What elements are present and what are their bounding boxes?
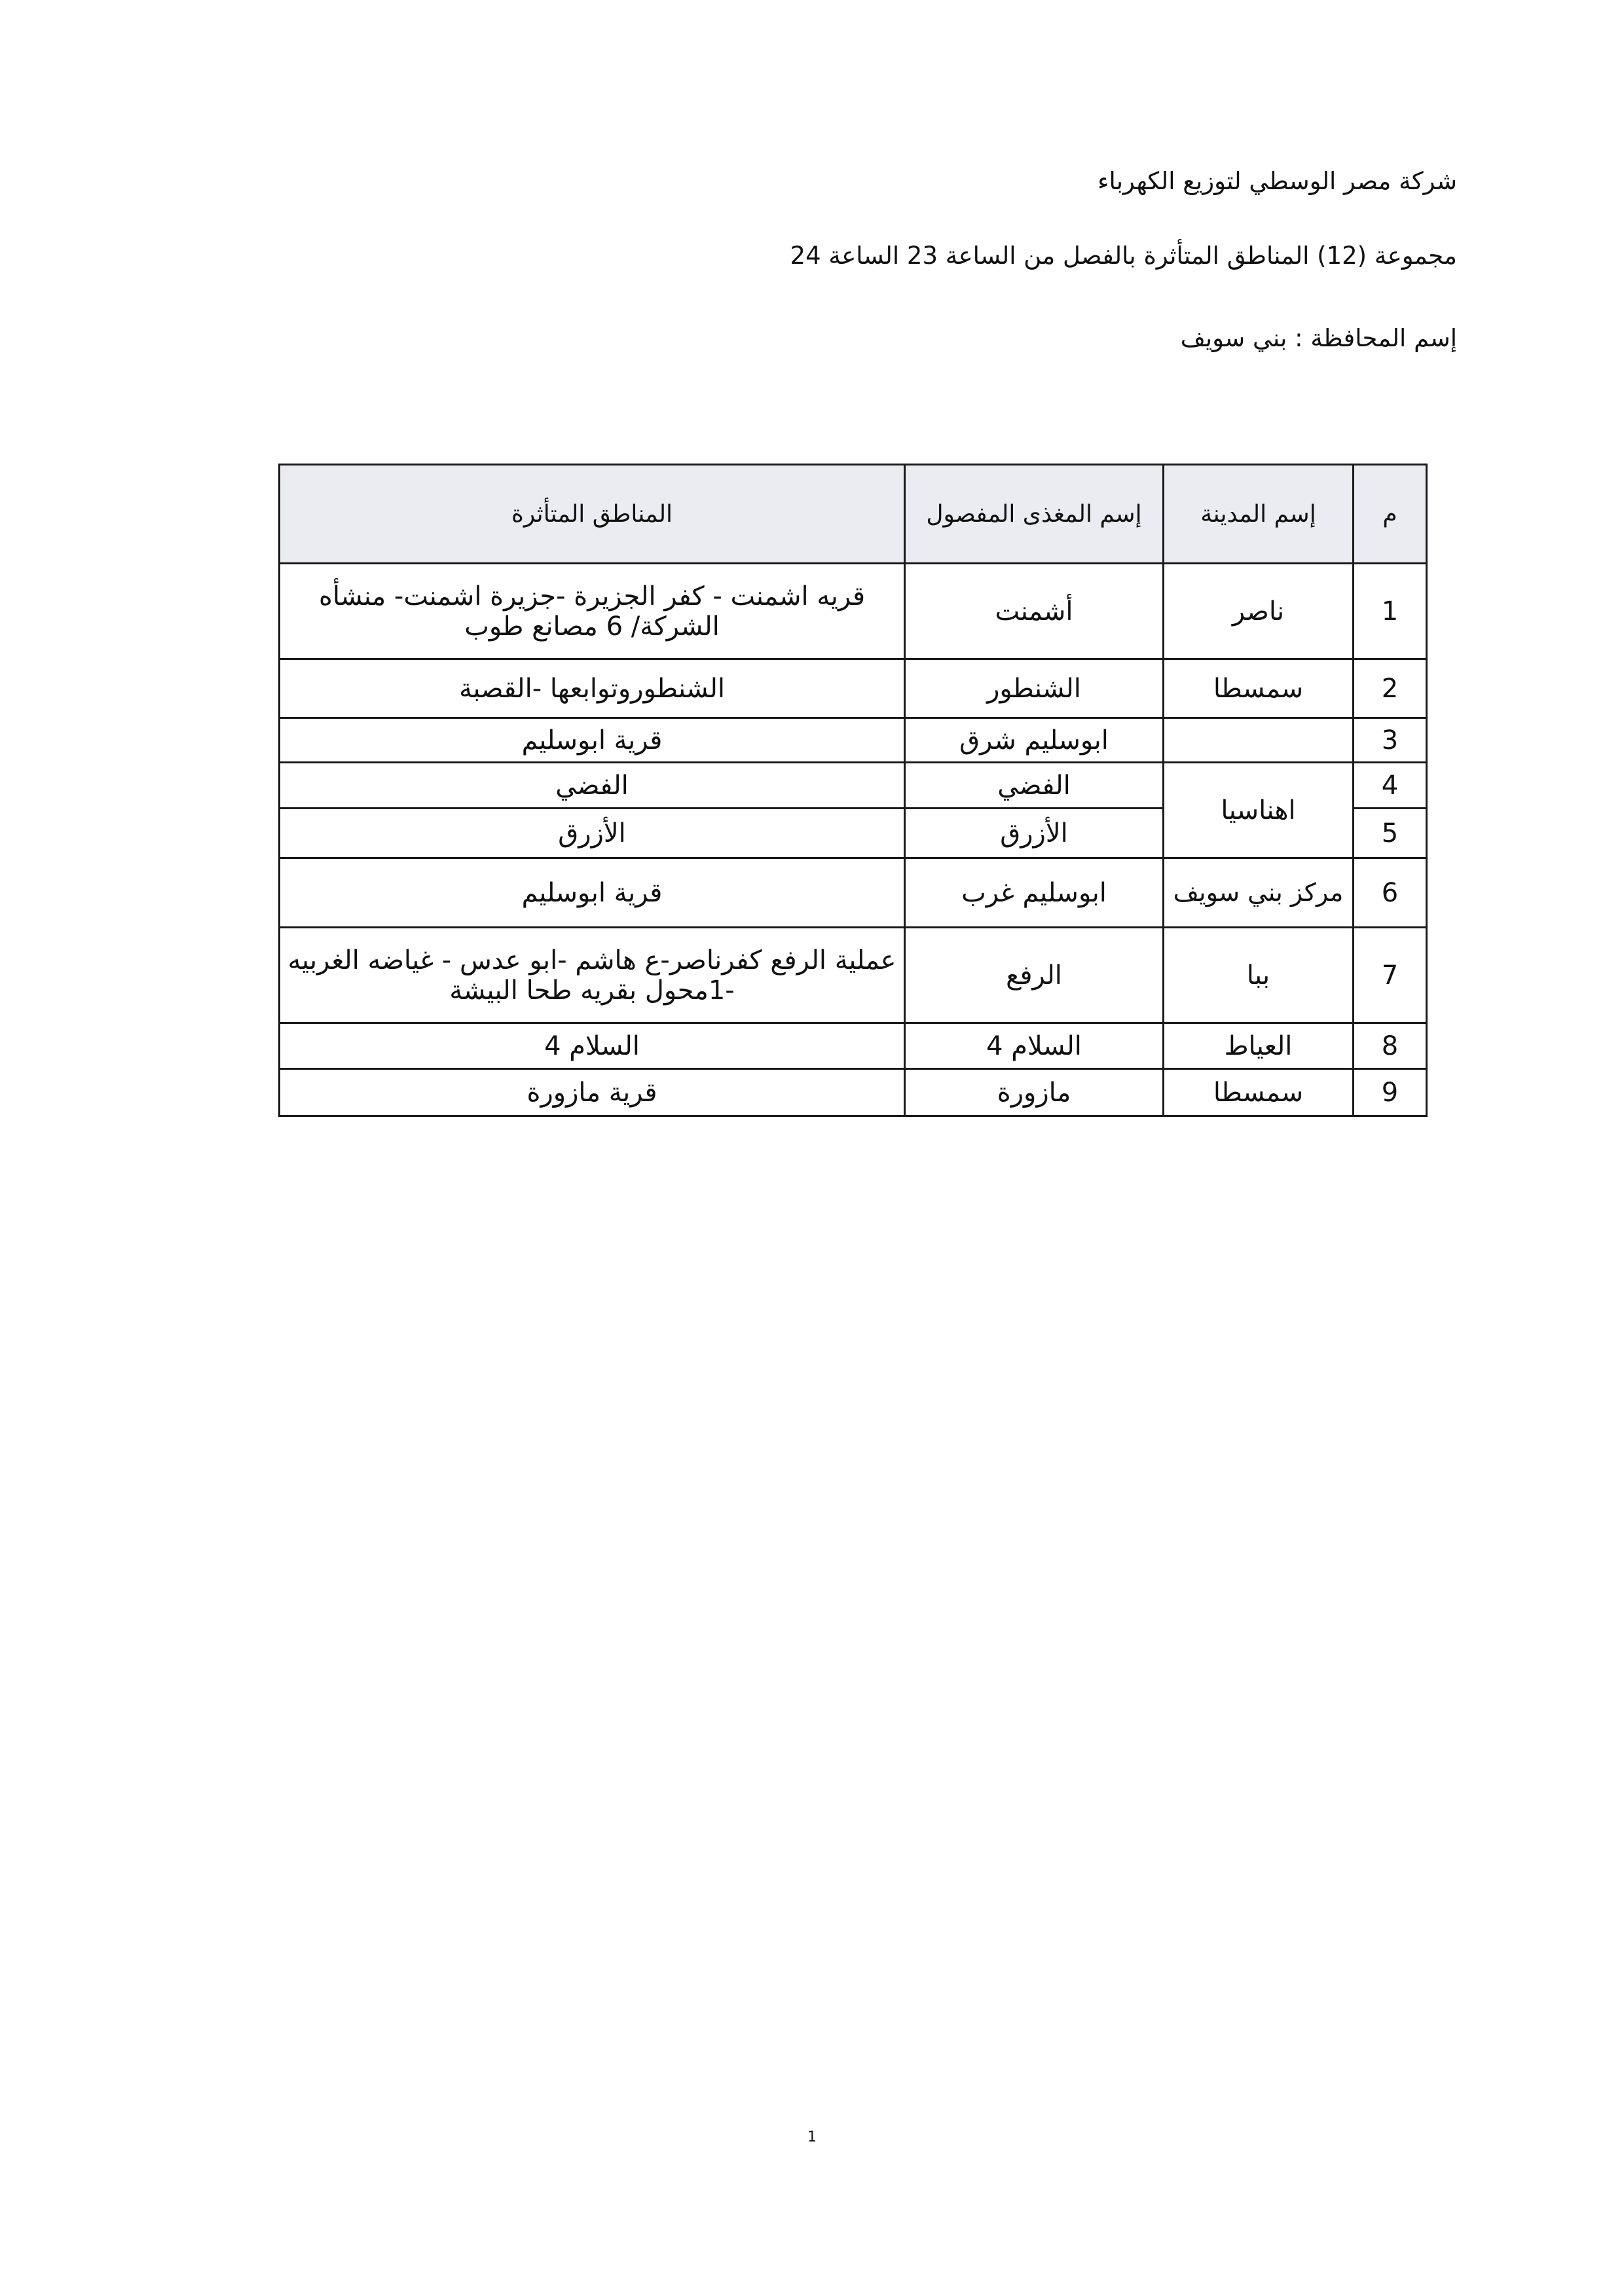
row-feeder: ابوسليم غرب [905, 858, 1164, 928]
table-row [280, 1023, 1427, 1069]
row-city: العياط [1164, 1023, 1354, 1069]
row-feeder: أشمنت [905, 564, 1164, 659]
row-num: 4 [1354, 763, 1427, 809]
governorate-label: إسم المحافظة : بني سويف [1180, 324, 1457, 352]
row-city: ببا [1164, 928, 1354, 1023]
row-areas: قريه اشمنت - كفر الجزيرة -جزيرة اشمنت- منشأه الشركة/ 6 مصانع طوب [280, 564, 905, 659]
row-feeder: الرفع [905, 928, 1164, 1023]
row-num: 3 [1354, 718, 1427, 763]
outage-table [278, 464, 1428, 1117]
page-number: 1 [807, 2129, 817, 2145]
group-title: مجموعة (12) المناطق المتأثرة بالفصل من الساعة 23 الساعة 24 [790, 242, 1457, 270]
row-feeder: ابوسليم شرق [905, 718, 1164, 763]
row-num: 8 [1354, 1023, 1427, 1069]
row-num: 7 [1354, 928, 1427, 1023]
row-city: سمسطا [1164, 1069, 1354, 1116]
table-row [280, 928, 1427, 1023]
row-city [1164, 718, 1354, 763]
company-name: شركة مصر الوسطي لتوزيع الكهرباء [1098, 167, 1457, 195]
row-areas: قرية ابوسليم [280, 858, 905, 928]
table-row [280, 718, 1427, 763]
table-row [280, 659, 1427, 718]
row-num: 6 [1354, 858, 1427, 928]
row-city: مركز بني سويف [1164, 858, 1354, 928]
row-areas: عملية الرفع كفرناصر-ع هاشم -ابو عدس - غياضه الغربيه -1محول بقريه طحا البيشة [280, 928, 905, 1023]
row-feeder: الأزرق [905, 809, 1164, 858]
row-city: ناصر [1164, 564, 1354, 659]
row-num: 9 [1354, 1069, 1427, 1116]
header-num: م [1354, 465, 1427, 564]
row-areas: الفضي [280, 763, 905, 809]
row-areas: قرية مازورة [280, 1069, 905, 1116]
table-header-row [280, 465, 1427, 564]
row-feeder: الشنطور [905, 659, 1164, 718]
row-areas: السلام 4 [280, 1023, 905, 1069]
row-num: 1 [1354, 564, 1427, 659]
header-city: إسم المدينة [1164, 465, 1354, 564]
table-row [280, 763, 1427, 809]
table-row [280, 858, 1427, 928]
row-areas: قرية ابوسليم [280, 718, 905, 763]
row-feeder: مازورة [905, 1069, 1164, 1116]
row-feeder: الفضي [905, 763, 1164, 809]
row-city: سمسطا [1164, 659, 1354, 718]
header-areas: المناطق المتأثرة [280, 465, 905, 564]
row-city: اهناسيا [1164, 763, 1354, 858]
table-row [280, 1069, 1427, 1116]
table-row [280, 564, 1427, 659]
header-feeder: إسم المغذى المفصول [905, 465, 1164, 564]
row-feeder: السلام 4 [905, 1023, 1164, 1069]
row-areas: الشنطوروتوابعها -القصبة [280, 659, 905, 718]
row-areas: الأزرق [280, 809, 905, 858]
row-num: 5 [1354, 809, 1427, 858]
row-num: 2 [1354, 659, 1427, 718]
